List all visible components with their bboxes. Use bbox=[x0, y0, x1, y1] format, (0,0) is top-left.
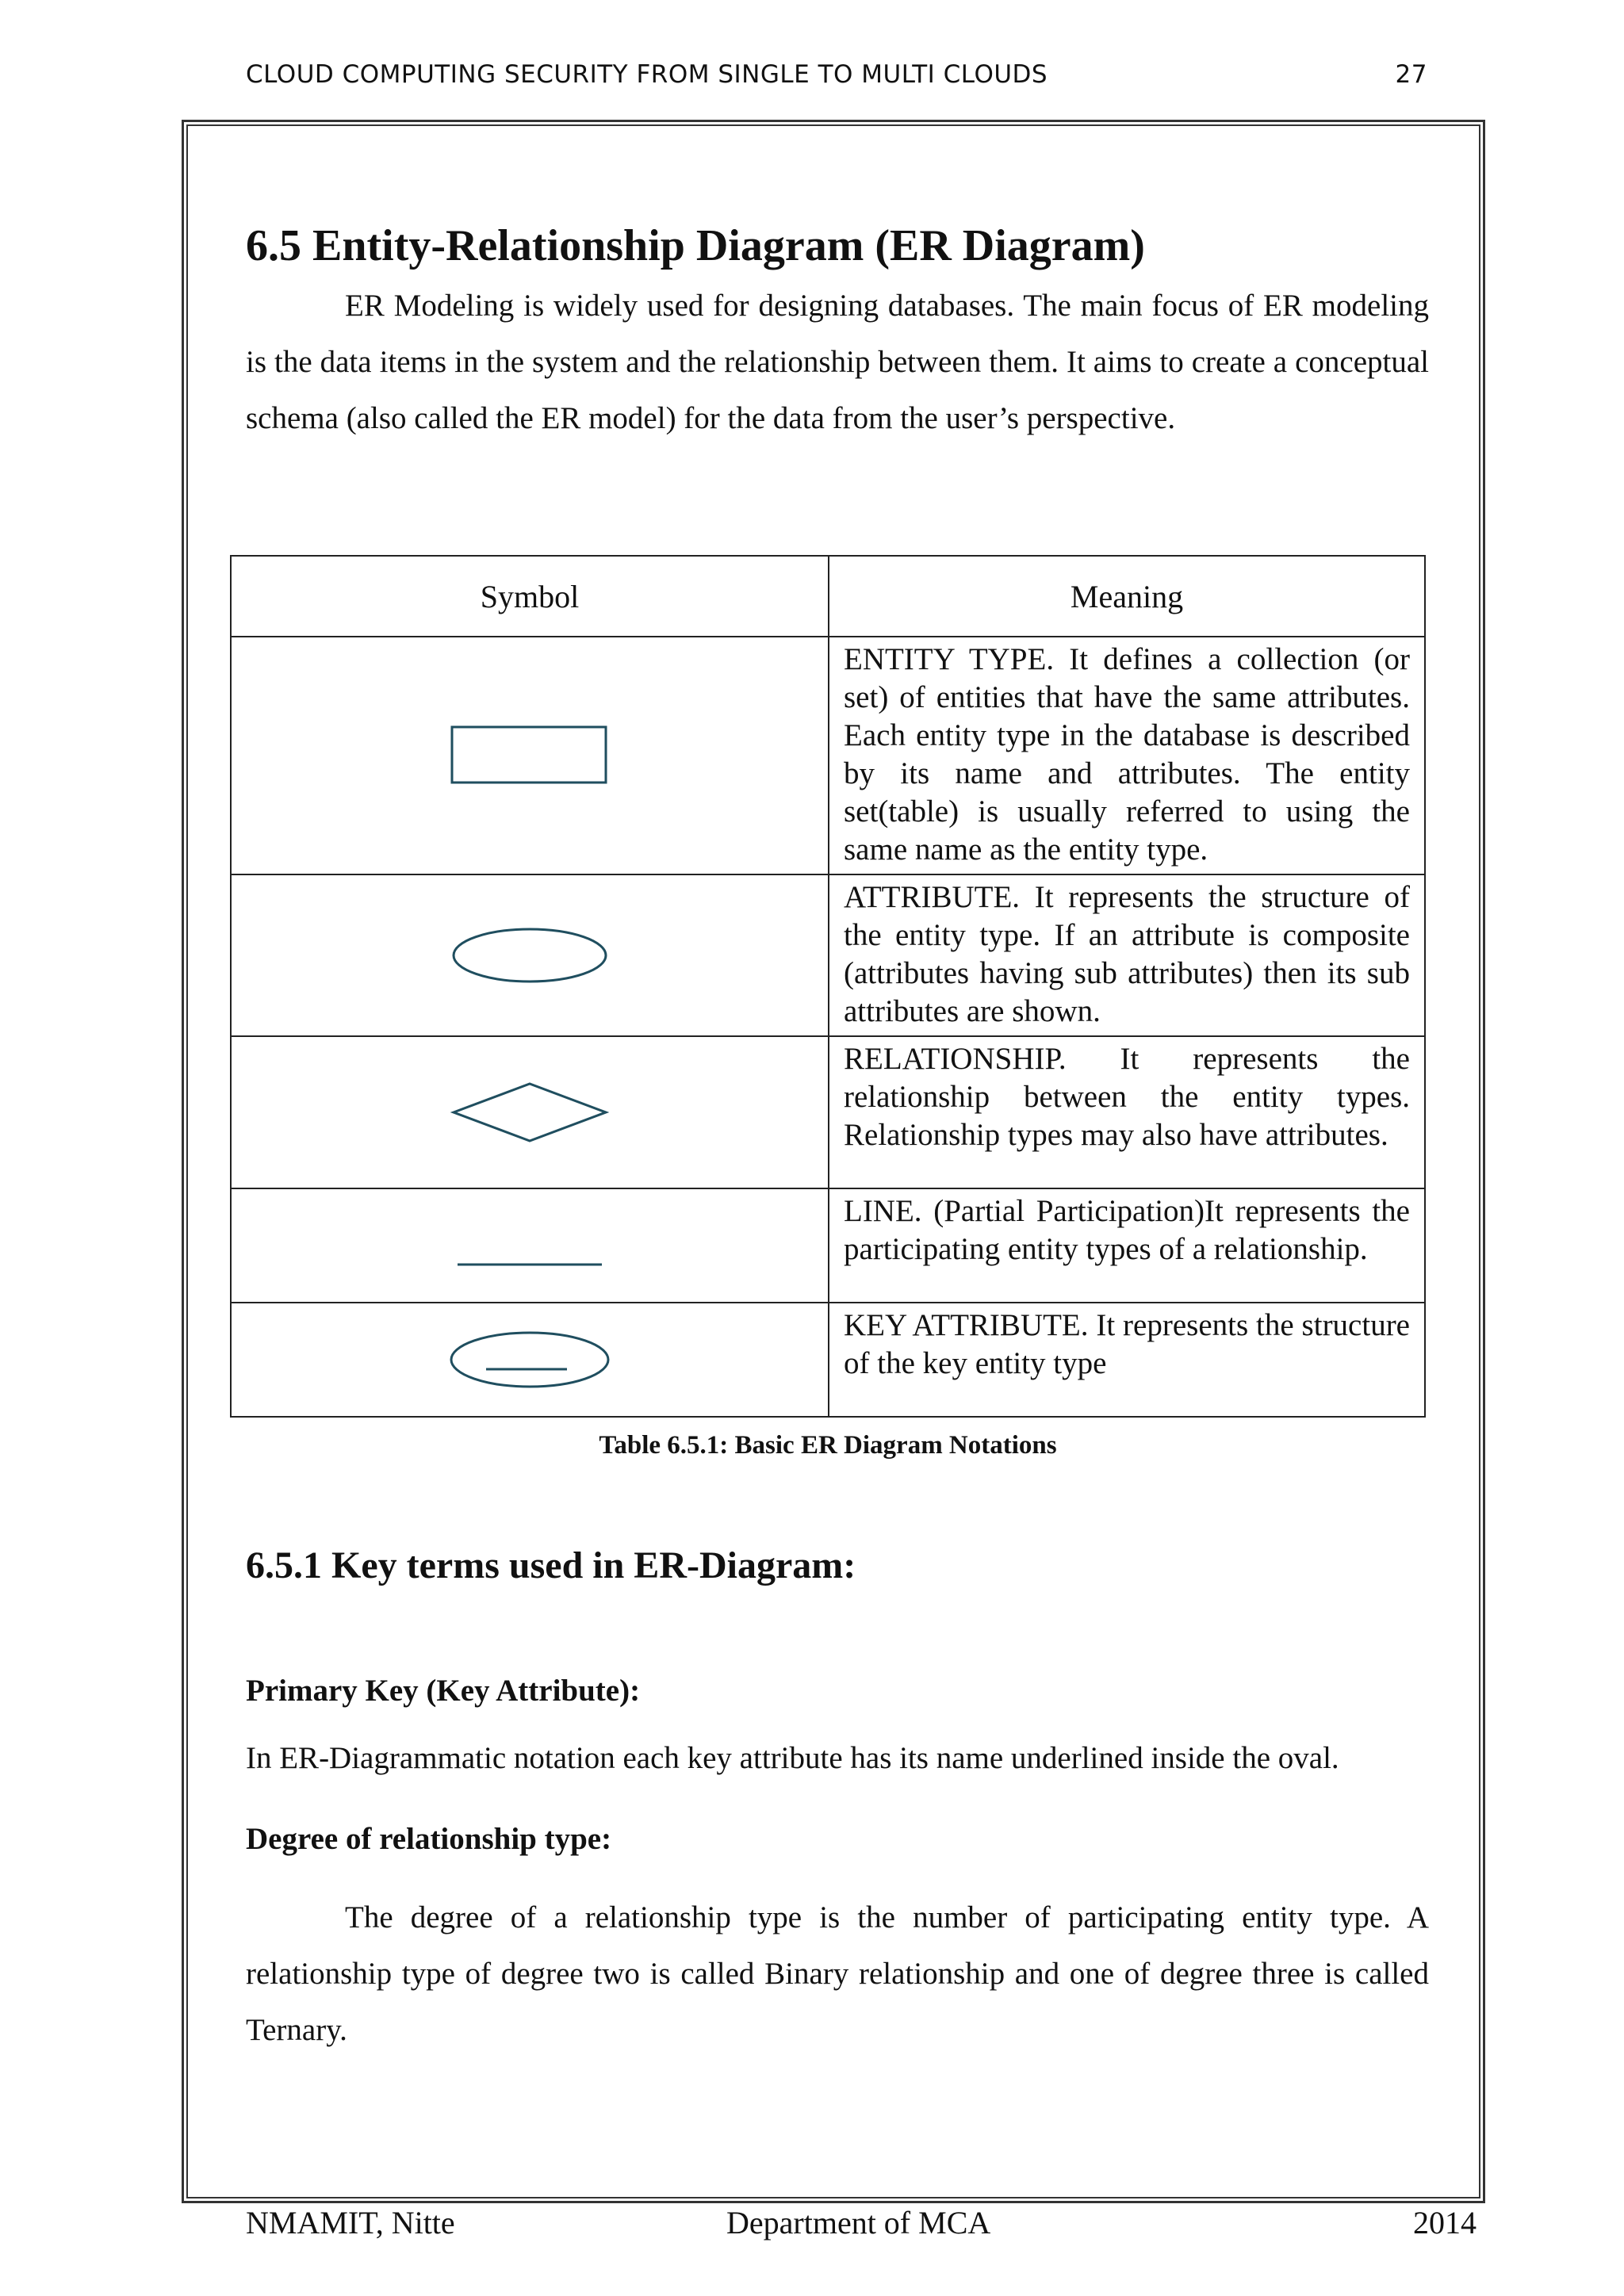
section-title: 6.5 Entity-Relationship Diagram (ER Diagram) bbox=[246, 221, 1145, 270]
footer-department: Department of MCA bbox=[726, 2205, 991, 2241]
symbol-cell bbox=[231, 874, 829, 1036]
symbol-cell bbox=[231, 1188, 829, 1303]
subsection-title: 6.5.1 Key terms used in ER-Diagram: bbox=[246, 1544, 856, 1586]
symbol-cell bbox=[231, 1036, 829, 1188]
term-text-primary-key: In ER-Diagrammatic notation each key attribute has its name underlined inside the oval. bbox=[246, 1741, 1339, 1775]
key-terms-section bbox=[246, 1538, 1429, 2058]
table-caption: Table 6.5.1: Basic ER Diagram Notations bbox=[599, 1431, 1057, 1460]
table-header-row bbox=[231, 556, 1425, 637]
term-heading-primary-key: Primary Key (Key Attribute): bbox=[246, 1674, 641, 1708]
meaning-cell: KEY ATTRIBUTE. It represents the structure of the key entity type bbox=[829, 1303, 1425, 1417]
term-heading-degree: Degree of relationship type: bbox=[246, 1822, 612, 1856]
term-text-degree: The degree of a relationship type is the number of participating entity type. A relationship type of degree two is called Binary relationship and one of degree three is called Ternary. bbox=[246, 1900, 1429, 2047]
symbol-cell bbox=[231, 637, 829, 874]
underlined-ellipse-icon bbox=[446, 1330, 613, 1390]
table-row bbox=[231, 637, 1425, 874]
diamond-icon bbox=[450, 1081, 609, 1144]
er-notation-table bbox=[230, 555, 1426, 1418]
header-title: CLOUD COMPUTING SECURITY FROM SINGLE TO MULTI CLOUDS bbox=[246, 60, 1048, 89]
running-header bbox=[246, 60, 1427, 100]
intro-paragraph: ER Modeling is widely used for designing databases. The main focus of ER modeling is the data items in the system and the relationship between them. It aims to create a conceptual schema (also called the ER model) for the data from the user’s perspective. bbox=[246, 289, 1429, 435]
rectangle-icon bbox=[450, 724, 609, 787]
page-number: 27 bbox=[1395, 60, 1427, 89]
column-header-symbol: Symbol bbox=[231, 556, 829, 637]
section-content bbox=[246, 214, 1429, 446]
meaning-cell: ATTRIBUTE. It represents the structure of the entity type. If an attribute is composite (attributes having sub attributes) then its sub attributes are shown. bbox=[829, 874, 1425, 1036]
ellipse-icon bbox=[450, 925, 609, 985]
footer-institution: NMAMIT, Nitte bbox=[246, 2205, 455, 2241]
table-row bbox=[231, 1036, 1425, 1188]
table-row bbox=[231, 1188, 1425, 1303]
column-header-meaning: Meaning bbox=[829, 556, 1425, 637]
page-footer bbox=[246, 2204, 1477, 2244]
meaning-cell: RELATIONSHIP. It represents the relationship between the entity types. Relationship types may also have attributes. bbox=[829, 1036, 1425, 1188]
line-icon bbox=[454, 1257, 605, 1272]
footer-year: 2014 bbox=[1413, 2205, 1477, 2241]
meaning-cell: LINE. (Partial Participation)It represents the participating entity types of a relationship. bbox=[829, 1188, 1425, 1303]
meaning-cell: ENTITY TYPE. It defines a collection (or set) of entities that have the same attributes. Each entity type in the database is described by its name and attributes. The entity set(table) is usually referred to using the same name as the entity type. bbox=[829, 637, 1425, 874]
symbol-cell bbox=[231, 1303, 829, 1417]
table-row bbox=[231, 1303, 1425, 1417]
table-row bbox=[231, 874, 1425, 1036]
